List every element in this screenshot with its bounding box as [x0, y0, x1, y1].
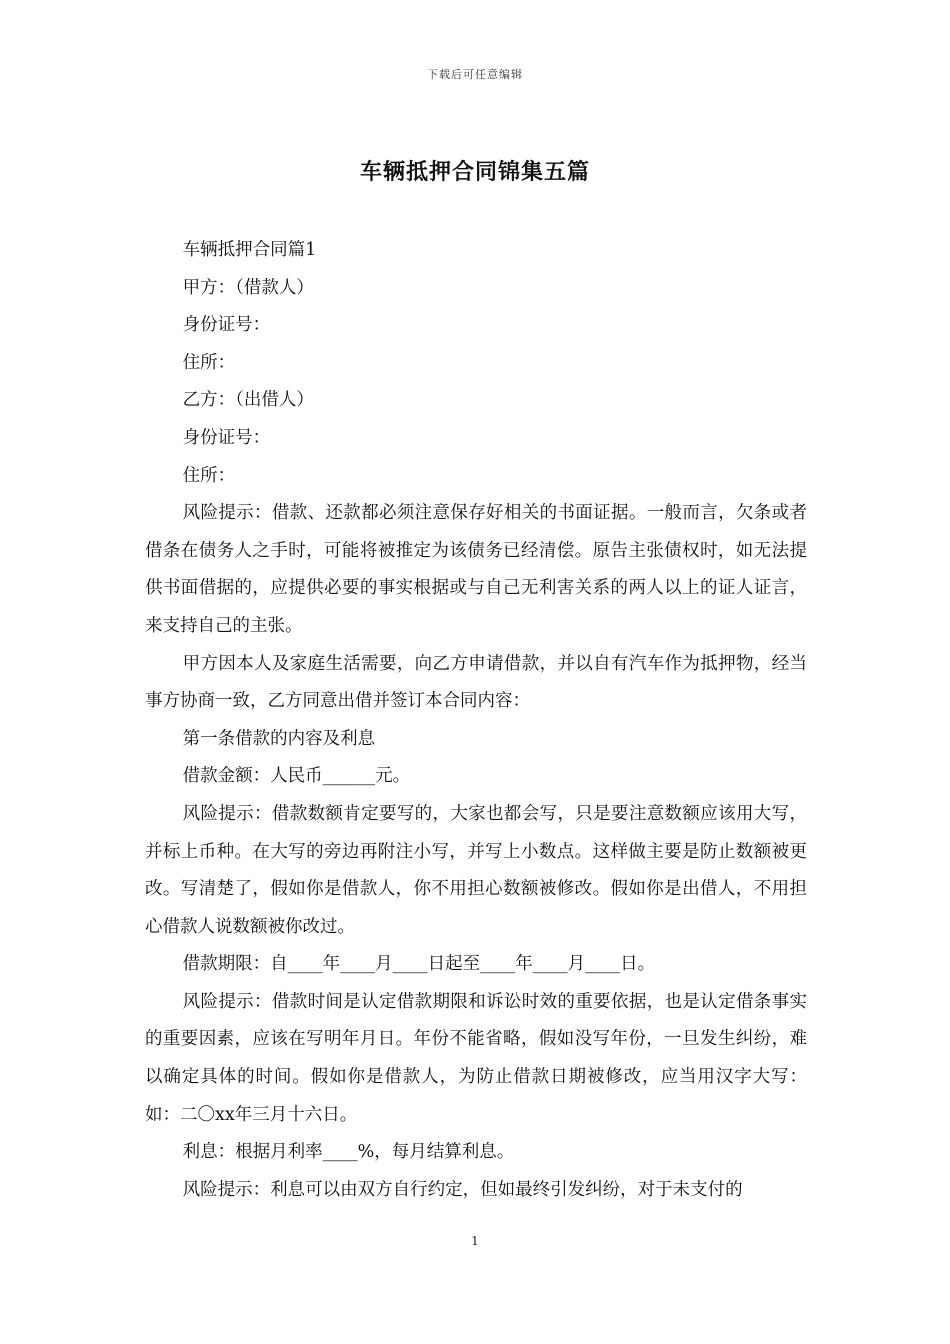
- document-body: [145, 232, 807, 1209]
- loan-term-clause: 借款期限：自____年____月____日起至____年____月____日。: [182, 954, 656, 975]
- party-b-label: 乙方：（出借人）: [182, 390, 314, 411]
- party-a-address-field: 住所：: [182, 352, 236, 373]
- party-a-id-field: 身份证号：: [182, 315, 271, 336]
- contract-preamble: 甲方因本人及家庭生活需要，向乙方申请借款，并以自有汽车作为抵押物，经当事方协商一致，乙方同意出借并签订本合同内容：: [145, 653, 807, 712]
- risk-note-evidence: 风险提示：借款、还款都必须注意保存好相关的书面证据。一般而言，欠条或者借条在债务人之手时，可能将被推定为该债务已经清偿。原告主张债权时，如无法提供书面借据的，应提供必要的事实根据或与自己无利害关系的两人以上的证人证言，来支持自己的主张。: [145, 503, 807, 636]
- risk-note-term: 风险提示：借款时间是认定借款期限和诉讼时效的重要依据，也是认定借条事实的重要因素，应该在写明年月日。年份不能省略，假如没写年份，一旦发生纠纷，难以确定具体的时间。假如你是借款人，为防止借款日期被修改，应当用汉字大写：如：二〇xx年三月十六日。: [145, 991, 807, 1125]
- loan-amount-clause: 借款金额：人民币______元。: [182, 766, 411, 787]
- risk-note-interest: 风险提示：利息可以由双方自行约定，但如最终引发纠纷，对于未支付的: [182, 1179, 743, 1200]
- party-a-label: 甲方：（借款人）: [182, 277, 314, 298]
- party-b-address-field: 住所：: [182, 465, 236, 486]
- party-b-id-field: 身份证号：: [182, 427, 271, 448]
- document-title: 车辆抵押合同锦集五篇: [359, 159, 590, 185]
- risk-note-amount: 风险提示：借款数额肯定要写的，大家也都会写，只是要注意数额应该用大写，并标上币种。在大写的旁边再附注小写，并写上小数点。这样做主要是防止数额被更改。写清楚了，假如你是借款人，你不用担心数额被修改。假如你是出借人，不用担心借款人说数额被你改过。: [145, 803, 807, 937]
- header-note: 下载后可任意编辑: [427, 68, 523, 81]
- section-heading: 车辆抵押合同篇1: [182, 240, 317, 260]
- page-number: 1: [471, 1234, 479, 1248]
- interest-clause: 利息：根据月利率____%，每月结算利息。: [182, 1142, 515, 1163]
- article-one-heading: 第一条借款的内容及利息: [182, 728, 376, 749]
